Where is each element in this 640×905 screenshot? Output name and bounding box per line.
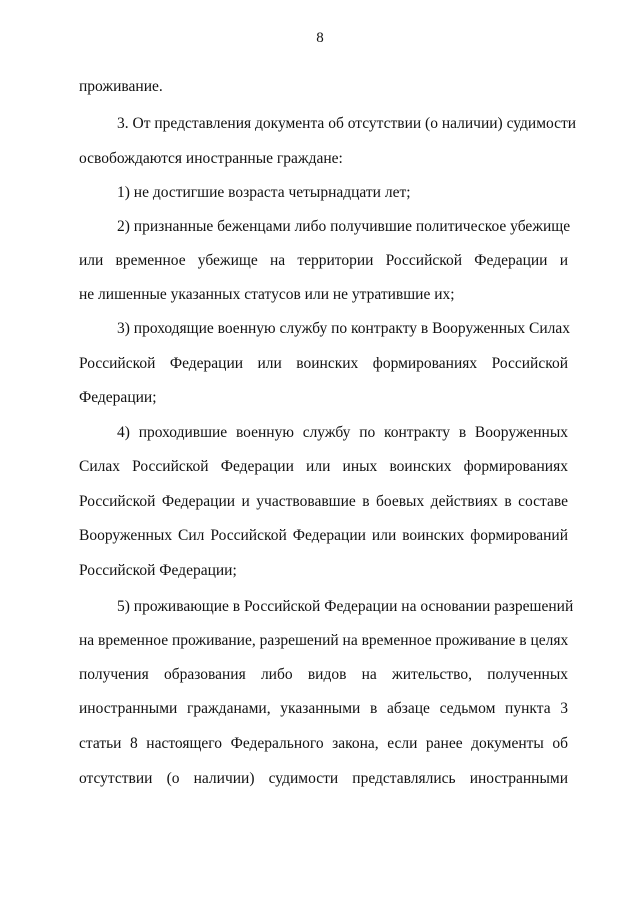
text-line: на временное проживание, разрешений на временное проживание в целях — [79, 632, 569, 649]
text-line: Вооруженных Сил Российской Федерации или воинских формирований — [79, 527, 568, 544]
text-line: получения образования либо видов на жительство, полученных — [79, 666, 568, 683]
text-line: иностранными гражданами, указанными в абзаце седьмом пункта 3 — [79, 700, 568, 717]
page-number: 8 — [316, 30, 324, 46]
paragraph-3-line-1: 3. От представления документа об отсутствии (о наличии) судимости — [117, 115, 577, 132]
text-line: не лишенные указанных статусов или не утратившие их; — [79, 286, 455, 303]
text-line: Российской Федерации или воинских формированиях Российской — [79, 355, 568, 372]
list-item-5-line-1: 5) проживающие в Российской Федерации на основании разрешений — [117, 598, 574, 615]
text-line: проживание. — [79, 78, 163, 95]
list-item-1: 1) не достигшие возраста четырнадцати лет; — [117, 184, 411, 201]
text-line: статьи 8 настоящего Федерального закона, если ранее документы об — [79, 735, 568, 752]
text-line: Российской Федерации; — [79, 562, 237, 579]
text-line: Силах Российской Федерации или иных воинских формированиях — [79, 458, 568, 475]
list-item-2-line-1: 2) признанные беженцами либо получившие политическое убежище — [117, 218, 571, 235]
text-line: освобождаются иностранные граждане: — [79, 150, 343, 167]
text-line: или временное убежище на территории Российской Федерации и — [79, 252, 568, 269]
text-line: отсутствии (о наличии) судимости представлялись иностранными — [79, 770, 568, 787]
text-line: Российской Федерации и участвовавшие в боевых действиях в составе — [79, 493, 568, 510]
list-item-4-line-1: 4) проходившие военную службу по контракту в Вооруженных — [117, 424, 568, 441]
list-item-3-line-1: 3) проходящие военную службу по контракту в Вооруженных Силах — [117, 320, 571, 337]
text-line: Федерации; — [79, 389, 157, 406]
